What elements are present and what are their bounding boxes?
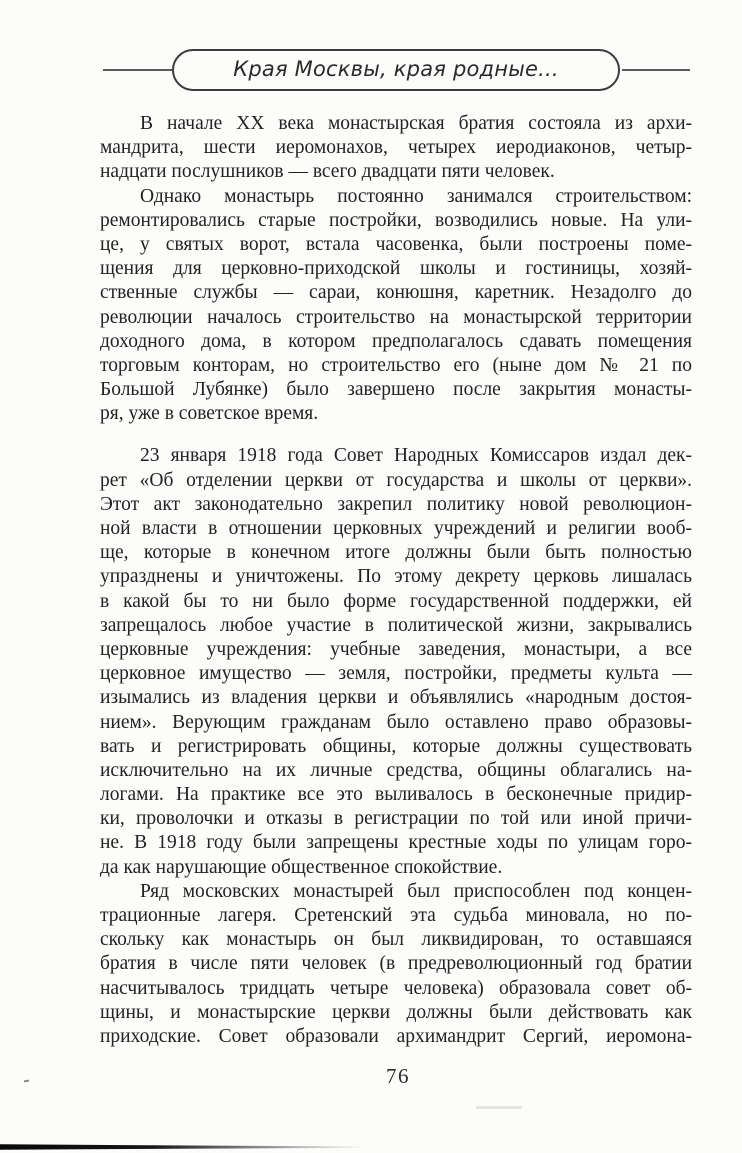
- text-line: исключительно на их личные средства, общины облагались на-: [100, 759, 692, 781]
- scan-artifact-smudge: [476, 1106, 522, 1109]
- page-number: 76: [386, 1064, 410, 1088]
- paragraph: [100, 880, 692, 1049]
- text-line: ственные службы — сараи, конюшня, каретник. Незадолго до: [100, 282, 692, 304]
- header-rule-left: [103, 69, 172, 71]
- text-line: це, у святых ворот, встала часовенка, были построены поме-: [100, 233, 692, 255]
- text-line: Большой Лубянке) было завершено после закрытия монасты-: [100, 379, 692, 401]
- text-line: В начале XX века монастырская братия состояла из архи-: [140, 113, 692, 134]
- text-line: изымались из владения церкви и объявлялись «народным достоя-: [100, 687, 692, 709]
- text-line: ремонтировались старые постройки, возводились новые. На ули-: [100, 209, 692, 231]
- chapter-title-banner: [172, 49, 620, 91]
- text-line: скольку как монастырь он был ликвидирован, то оставшаяся: [100, 929, 692, 951]
- text-line: насчитывалось тридцать четыре человека) образовала совет об-: [100, 977, 692, 999]
- text-line: щины, и монастырские церкви должны были действовать как: [100, 1001, 692, 1023]
- text-line: упразднены и уничтожены. По этому декрету церковь лишалась: [100, 566, 692, 588]
- scan-artifact-bottom-edge: [0, 1144, 366, 1150]
- paragraph: [100, 444, 692, 879]
- paragraph: [100, 185, 692, 427]
- text-line: приходские. Совет образовали архимандрит Сергий, иеромона-: [100, 1025, 692, 1047]
- text-line: ря, уже в советское время.: [100, 403, 319, 425]
- text-line: запрещалось любое участие в политической жизни, закрывались: [100, 614, 692, 636]
- paragraph: [100, 112, 692, 185]
- text-line: ки, проволочки и отказы в регистрации по той или иной причи-: [100, 808, 692, 830]
- text-line: мандрита, шести иеромонахов, четырех иеродиаконов, четыр-: [100, 137, 692, 159]
- text-line: 23 января 1918 года Совет Народных Комиссаров издал дек-: [140, 445, 692, 467]
- text-line: надцати послушников — всего двадцати пяти человек.: [100, 161, 555, 183]
- text-line: нием». Верующим гражданам было оставлено право образовы-: [100, 711, 692, 733]
- text-line: революции началось строительство на монастырской территории: [100, 306, 692, 328]
- text-line: Этот акт законодательно закрепил политику новой революцион-: [100, 493, 692, 515]
- text-line: Ряд московских монастырей был приспособлен под концен-: [140, 880, 692, 902]
- text-line: рет «Об отделении церкви от государства и школы от церкви».: [100, 469, 692, 491]
- text-line: доходного дома, в котором предполагалось сдавать помещения: [100, 330, 692, 352]
- text-line: да как нарушающие общественное спокойствие.: [100, 856, 503, 878]
- text-line: не. В 1918 году были запрещены крестные ходы по улицам горо-: [100, 832, 692, 854]
- scan-artifact-dash: [24, 1080, 29, 1083]
- text-line: щения для церковно-приходской школы и гостиницы, хозяй-: [100, 258, 692, 280]
- text-line: трационные лагеря. Сретенский эта судьба миновала, но по-: [100, 905, 692, 926]
- chapter-title: Края Москвы, края родные...: [233, 57, 559, 81]
- text-line: торговым конторам, но строительство его (ныне дом № 21 по: [100, 354, 692, 376]
- text-line: логами. На практике все это выливалось в бесконечные придир-: [100, 784, 692, 806]
- text-line: ной власти в отношении церковных учреждений и религии вооб-: [100, 518, 692, 539]
- text-line: церковное имущество — земля, постройки, предметы культа —: [100, 663, 692, 685]
- header-rule-right: [622, 69, 690, 71]
- text-line: церковные учреждения: учебные заведения, монастыри, а все: [100, 638, 692, 660]
- text-line: в какой бы то ни было форме государственной поддержки, ей: [100, 590, 692, 612]
- text-line: ще, которые в конечном итоге должны были быть полностью: [100, 542, 692, 564]
- text-line: Однако монастырь постоянно занимался строительством:: [140, 185, 692, 207]
- text-line: вать и регистрировать общины, которые должны существовать: [100, 735, 692, 757]
- text-line: братия в числе пяти человек (в предреволюционный год братии: [100, 953, 692, 975]
- page-body-text: [100, 112, 692, 1049]
